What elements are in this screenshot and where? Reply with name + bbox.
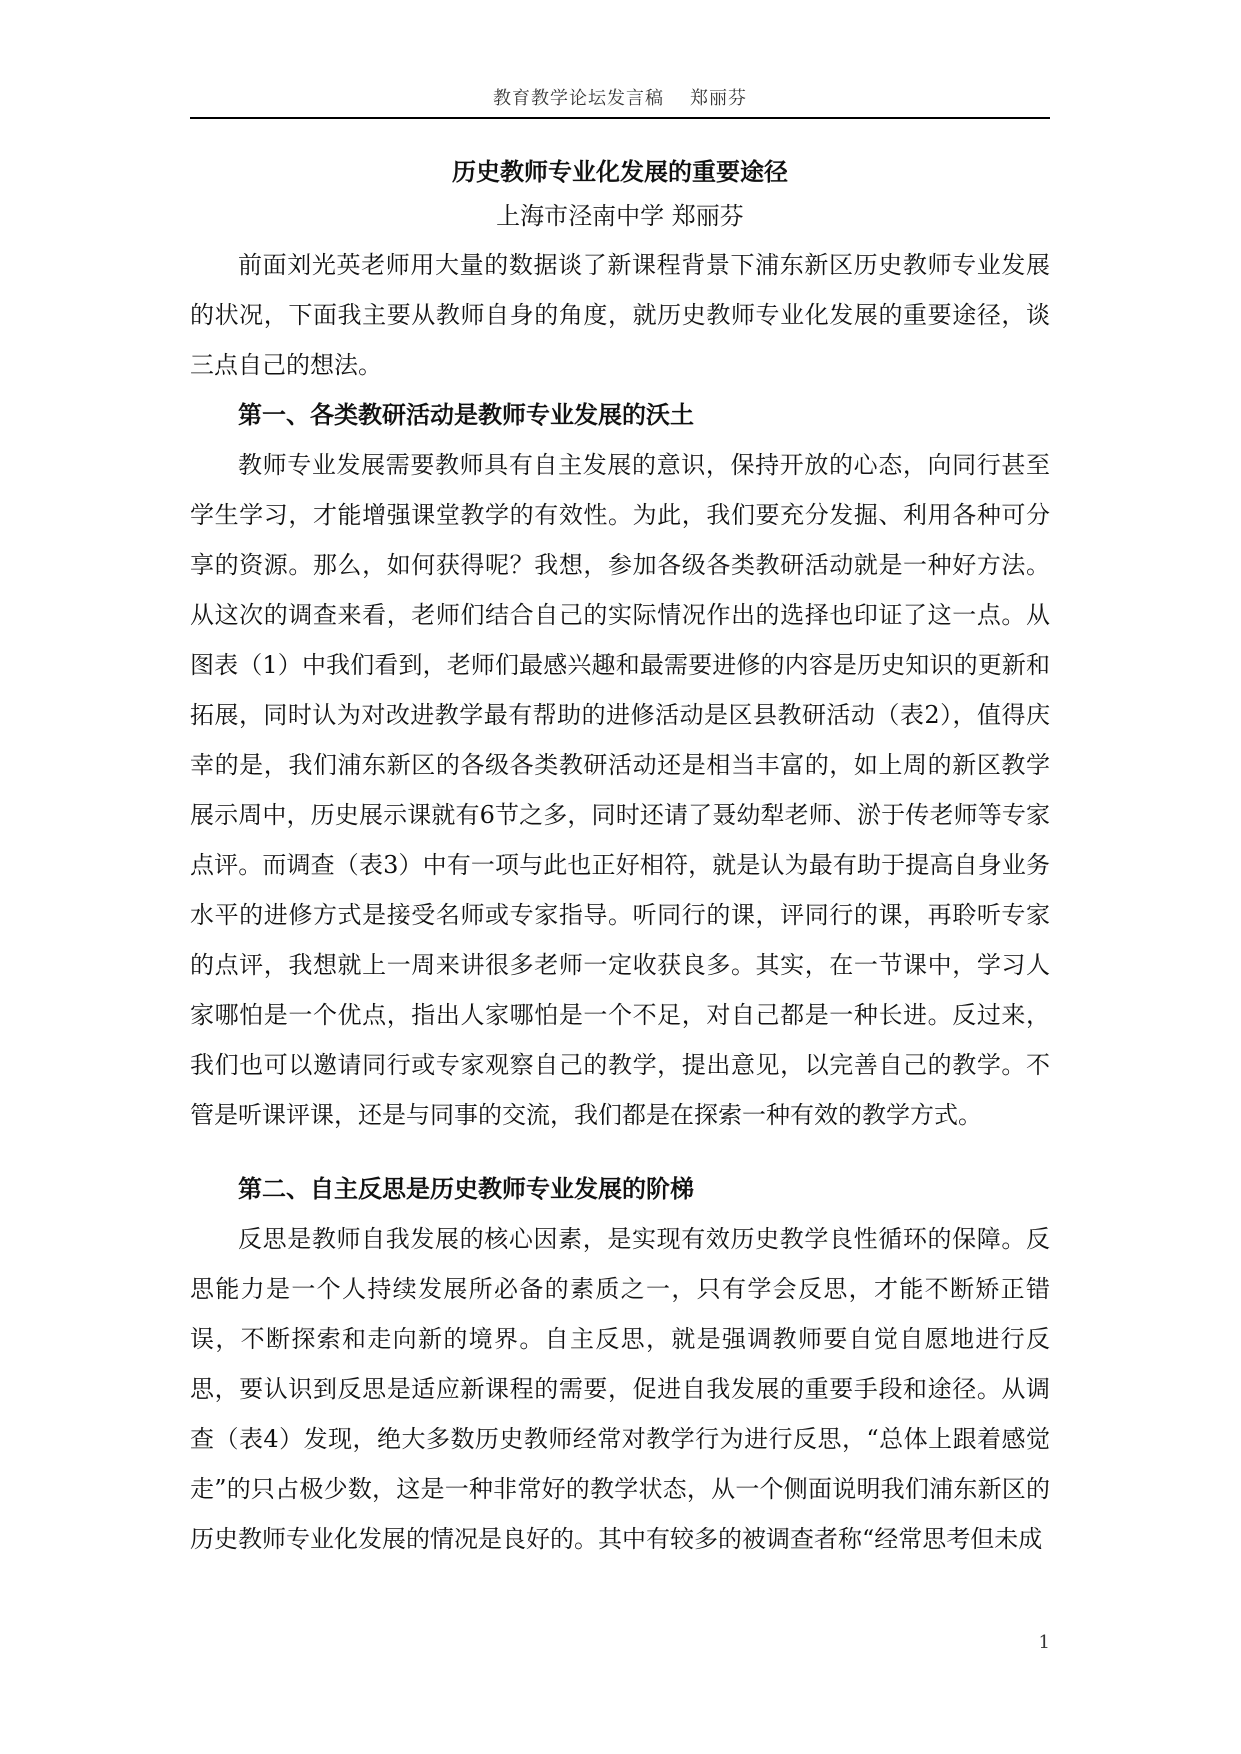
section-2-heading: 第二、自主反思是历史教师专业发展的阶梯 xyxy=(238,1174,694,1203)
section-gap xyxy=(190,1140,1050,1164)
document-title: 历史教师专业化发展的重要途径 xyxy=(452,157,788,186)
intro-paragraph: 前面刘光英老师用大量的数据谈了新课程背景下浦东新区历史教师专业发展的状况，下面我主要从教师自身的角度，就历史教师专业化发展的重要途径，谈三点自己的想法。 xyxy=(190,251,1050,379)
document-body xyxy=(190,152,1050,1564)
section-1-heading: 第一、各类教研活动是教师专业发展的沃土 xyxy=(238,400,694,429)
header-publication: 教育教学论坛发言稿 xyxy=(493,88,664,109)
header-rule xyxy=(190,117,1050,119)
header-author: 郑丽芬 xyxy=(690,88,747,109)
page-number: 1 xyxy=(1038,1632,1050,1653)
document-byline: 上海市泾南中学 郑丽芬 xyxy=(496,202,744,230)
section-1-paragraph: 教师专业发展需要教师具有自主发展的意识，保持开放的心态，向同行甚至学生学习，才能增强课堂教学的有效性。为此，我们要充分发掘、利用各种可分享的资源。那么，如何获得呢？我想，参加各级各类教研活动就是一种好方法。从这次的调查来看，老师们结合自己的实际情况作出的选择也印证了这一点。从图表（1）中我们看到，老师们最感兴趣和最需要进修的内容是历史知识的更新和拓展，同时认为对改进教学最有帮助的进修活动是区县教研活动（表2），值得庆幸的是，我们浦东新区的各级各类教研活动还是相当丰富的，如上周的新区教学展示周中，历史展示课就有6节之多，同时还请了聂幼犁老师、淤于传老师等专家点评。而调查（表3）中有一项与此也正好相符，就是认为最有助于提高自身业务水平的进修方式是接受名师或专家指导。听同行的课，评同行的课，再聆听专家的点评，我想就上一周来讲很多老师一定收获良多。其实，在一节课中，学习人家哪怕是一个优点，指出人家哪怕是一个不足，对自己都是一种长进。反过来，我们也可以邀请同行或专家观察自己的教学，提出意见，以完善自己的教学。不管是听课评课，还是与同事的交流，我们都是在探索一种有效的教学方式。 xyxy=(190,451,1050,1129)
section-2-paragraph: 反思是教师自我发展的核心因素，是实现有效历史教学良性循环的保障。反思能力是一个人持续发展所必备的素质之一，只有学会反思，才能不断矫正错误，不断探索和走向新的境界。自主反思，就是强调教师要自觉自愿地进行反思，要认识到反思是适应新课程的需要，促进自我发展的重要手段和途径。从调查（表4）发现，绝大多数历史教师经常对教学行为进行反思，“总体上跟着感觉走”的只占极少数，这是一种非常好的教学状态，从一个侧面说明我们浦东新区的历史教师专业化发展的情况是良好的。其中有较多的被调查者称“经常思考但未成 xyxy=(190,1225,1050,1553)
page-header xyxy=(190,84,1050,114)
